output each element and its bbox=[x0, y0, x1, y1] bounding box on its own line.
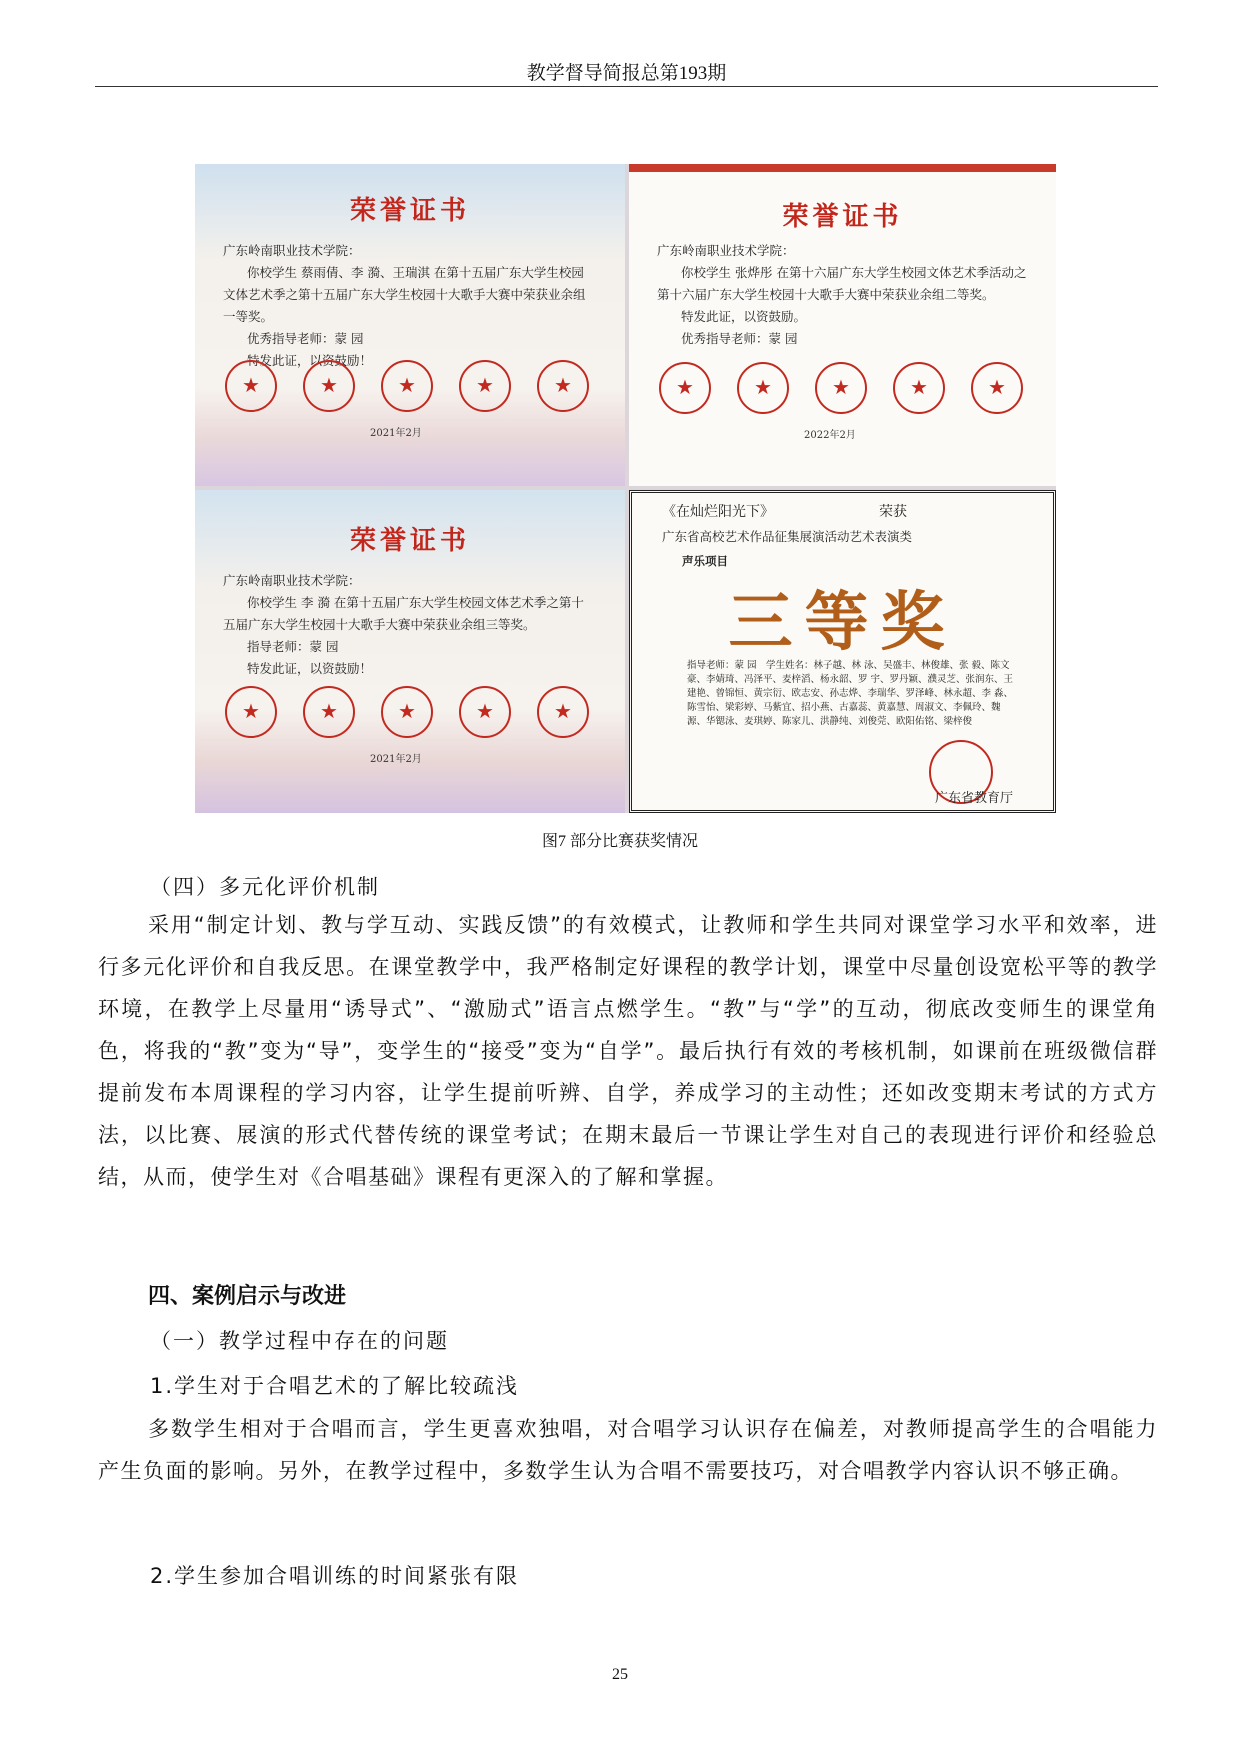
section-heading: 四、案例启示与改进 bbox=[148, 1284, 347, 1309]
header-divider bbox=[95, 86, 1158, 87]
certificate-date: 2022年2月 bbox=[804, 430, 856, 441]
list-item: 2.学生参加合唱训练的时间紧张有限 bbox=[150, 1564, 520, 1588]
certificate-third-prize bbox=[195, 490, 625, 813]
seal-icon: ★ bbox=[381, 360, 433, 412]
seal-icon: ★ bbox=[893, 362, 945, 414]
figure-caption: 图7 部分比赛获奖情况 bbox=[541, 833, 698, 850]
certificate-date: 2021年2月 bbox=[370, 754, 422, 765]
seal-icon: ★ bbox=[537, 360, 589, 412]
work-title: 《在灿烂阳光下》 荣获 bbox=[662, 504, 907, 520]
issuer: 广东省教育厅 bbox=[934, 791, 1013, 806]
certificate-art-performance bbox=[629, 490, 1056, 813]
seal-row bbox=[659, 362, 1029, 422]
seal-icon: ★ bbox=[459, 686, 511, 738]
list-item: 1.学生对于合唱艺术的了解比较疏浅 bbox=[150, 1374, 520, 1398]
seal-icon: ★ bbox=[737, 362, 789, 414]
participant-names: 指导老师：蒙 园 学生姓名：林子越、林 泳、吴盛丰、林俊雄、张 毅、陈文豪、李婧琦、冯泽平、麦梓滔、杨永韶、罗 宇、罗丹颖、濮灵芝、张润东、王建艳、曾锦恒、黄宗衍、欧志安、孙志烨、李瑞华、罗泽峰、林永超、李 淼、陈雪怡、梁彩婷、马紫宜、招小燕、古嘉蕊、黄嘉慧、周淑文、李佩玲、魏 源、华锶泳、麦琪婷、陈家儿、洪静纯、刘俊莞、欧阳佑铭、梁梓俊 bbox=[687, 660, 1014, 727]
award-level: 三等奖 bbox=[728, 585, 957, 660]
subheading-problems: （一）教学过程中存在的问题 bbox=[150, 1329, 449, 1353]
certificate-text: 广东岭南职业技术学院： 你校学生 李 漪 在第十五届广东大学生校园文体艺术季之第十五届广东大学生校园十大歌手大赛中荣获业余组三等奖。 指导老师：蒙 园 特发此证，以资鼓励！ bbox=[223, 573, 584, 676]
certificate-title: 荣誉证书 bbox=[349, 526, 470, 556]
seal-icon: ★ bbox=[659, 362, 711, 414]
seal-row bbox=[225, 360, 595, 420]
paragraph-evaluation: 采用“制定计划、教与学互动、实践反馈”的有效模式，让教师和学生共同对课堂学习水平和效率，进行多元化评价和自我反思。在课堂教学中，我严格制定好课程的教学计划，课堂中尽量创设宽松平等的教学环境，在教学上尽量用“诱导式”、“激励式”语言点燃学生。“教”与“学”的互动，彻底改变师生的课堂角色，将我的“教”变为“导”，变学生的“接受”变为“自学”。最后执行有效的考核机制，如课前在班级微信群提前发布本周课程的学习内容，让学生提前听辨、自学，养成学习的主动性；还如改变期末考试的方式方法，以比赛、展演的形式代替传统的课堂考试；在期末最后一节课让学生对自己的表现进行评价和经验总结，从而，使学生对《合唱基础》课程有更深入的了解和掌握。 bbox=[98, 913, 1158, 1189]
certificate-title: 荣誉证书 bbox=[349, 196, 470, 226]
award-certificates-figure bbox=[195, 164, 1056, 813]
seal-icon: ★ bbox=[971, 362, 1023, 414]
certificate-date: 2021年2月 bbox=[370, 428, 422, 439]
certificate-text: 广东岭南职业技术学院： 你校学生 张烨彤 在第十六届广东大学生校园文体艺术季活动之第十六届广东大学生校园十大歌手大赛中荣获业余组二等奖。 特发此证，以资鼓励。 优秀指导老师：蒙 园 bbox=[657, 243, 1027, 346]
certificate-second-prize bbox=[629, 164, 1056, 486]
page-number: 25 bbox=[612, 1666, 628, 1683]
certificate-first-prize bbox=[195, 164, 625, 486]
seal-icon: ★ bbox=[303, 360, 355, 412]
paragraph-problems: 多数学生相对于合唱而言，学生更喜欢独唱，对合唱学习认识存在偏差，对教师提高学生的合唱能力产生负面的影响。另外，在教学过程中，多数学生认为合唱不需要技巧，对合唱教学内容认识不够正确。 bbox=[98, 1417, 1158, 1483]
seal-icon: ★ bbox=[815, 362, 867, 414]
seal-icon: ★ bbox=[537, 686, 589, 738]
seal-icon: ★ bbox=[303, 686, 355, 738]
certificate-text: 广东岭南职业技术学院： 你校学生 蔡雨倩、李 漪、王瑞淇 在第十五届广东大学生校园文体艺术季之第十五届广东大学生校园十大歌手大赛中荣获业余组一等奖。 优秀指导老师：蒙 园 特发此证，以资鼓励！ bbox=[223, 243, 586, 368]
event-name: 广东省高校艺术作品征集展演活动艺术表演类 bbox=[662, 529, 913, 544]
seal-icon: ★ bbox=[225, 686, 277, 738]
seal-row bbox=[225, 686, 595, 746]
seal-icon: ★ bbox=[381, 686, 433, 738]
seal-icon: ★ bbox=[225, 360, 277, 412]
running-header: 教学督导简报总第193期 bbox=[526, 63, 727, 84]
seal-icon: ★ bbox=[459, 360, 511, 412]
category: 声乐项目 bbox=[682, 554, 728, 568]
subheading-diversified-evaluation: （四）多元化评价机制 bbox=[150, 875, 380, 899]
certificate-title: 荣誉证书 bbox=[782, 202, 903, 232]
